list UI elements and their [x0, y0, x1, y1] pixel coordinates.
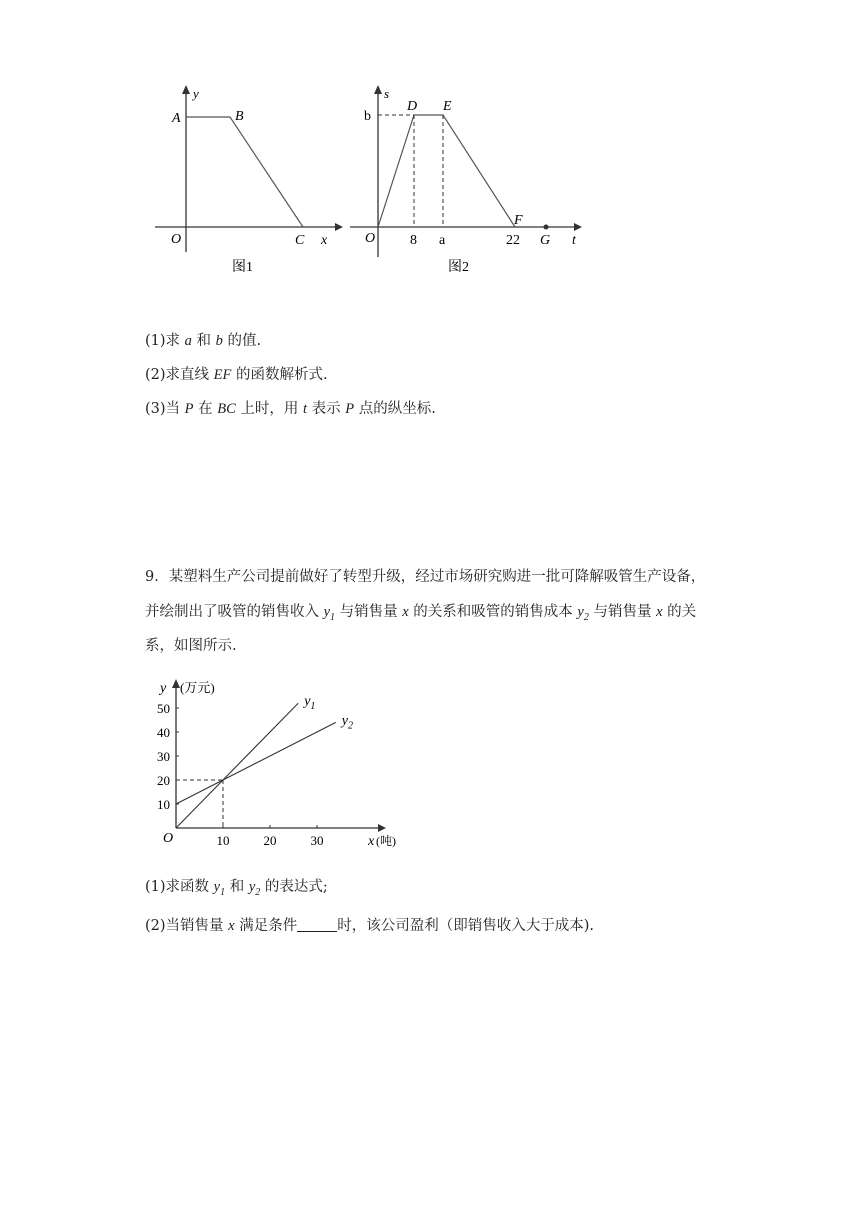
- figure-2: [350, 80, 590, 280]
- fig2-graph-line: [378, 115, 515, 227]
- q9-line2-post: 的关: [662, 604, 697, 620]
- q9-var-y1-sub: 1: [330, 611, 336, 623]
- fig1-point-c: C: [295, 233, 305, 248]
- q9-var-y2-sub: 2: [583, 611, 589, 623]
- fig1-x-arrow: [335, 223, 343, 231]
- q9-var-x2: x: [656, 604, 663, 620]
- chart-y-label-unit: (万元): [180, 680, 215, 695]
- fig1-point-a: A: [172, 111, 181, 126]
- chart-origin: O: [163, 831, 174, 846]
- chart-series-label-y1: $y_1$: [304, 694, 316, 713]
- q9-line2-pre: 并绘制出了吸管的销售收入: [145, 604, 324, 620]
- q8-part3-pre: (3)当: [145, 401, 185, 417]
- chart-x-arrow: [378, 824, 386, 832]
- fig1-x-label: x: [321, 233, 328, 248]
- fig2-x-label: t: [572, 233, 576, 248]
- fig2-tick-8: 8: [410, 233, 417, 248]
- q9-line2-mid1: 与销售量: [335, 604, 403, 620]
- q9-line3-text: 系，如图所示.: [145, 638, 237, 654]
- q8-var-p2: P: [345, 401, 355, 417]
- fig1-graph-line: [186, 117, 303, 227]
- q9-part2-x: x: [228, 918, 235, 934]
- fig1-point-b: B: [235, 109, 244, 124]
- q8-var-p1: P: [184, 401, 194, 417]
- q8-part2-pre: (2)求直线: [145, 367, 214, 383]
- answer-blank[interactable]: [297, 917, 337, 932]
- fig1-y-arrow: [182, 85, 190, 94]
- q9-part2: [145, 916, 594, 936]
- q8-part1-post: 的值.: [222, 333, 262, 349]
- q8-part3-post: 点的纵坐标.: [354, 401, 436, 417]
- q9-line2-mid3: 与销售量: [588, 604, 657, 620]
- chart-series-y1: [176, 703, 298, 828]
- q8-part3-mid1: 在: [193, 401, 218, 417]
- q9-part1: [145, 877, 328, 903]
- q8-part3: [145, 399, 436, 419]
- chart-y-tick-label: 30: [157, 749, 170, 764]
- q9-var-x1: x: [402, 604, 409, 620]
- fig2-origin: O: [365, 231, 376, 246]
- fig2-x-arrow: [574, 223, 582, 231]
- fig2-point-d: D: [407, 99, 418, 114]
- q8-part3-mid3: 表示: [307, 401, 346, 417]
- fig1-origin: O: [171, 232, 182, 247]
- q9-line2: [145, 602, 696, 628]
- q9-part2-pre: (2)当销售量: [145, 918, 229, 934]
- fig2-tick-22: 22: [506, 233, 520, 248]
- chart-x-tick-label: 20: [263, 833, 277, 848]
- chart-y-tick-label: 20: [157, 773, 170, 788]
- q8-part2-post: 的函数解析式.: [231, 367, 328, 383]
- q8-part3-mid2: 上时，用: [235, 401, 303, 417]
- q8-var-b: b: [215, 333, 223, 349]
- q9-line1: [145, 567, 705, 587]
- chart-series-label-y2: $y_2$: [341, 713, 354, 732]
- fig2-point-e: E: [443, 99, 452, 114]
- q8-var-t: t: [302, 401, 308, 417]
- fig2-tick-b: b: [364, 109, 371, 124]
- q9-part1-y2: y: [248, 879, 256, 895]
- q9-part2-post: 时，该公司盈利（即销售收入大于成本).: [337, 918, 594, 934]
- chart-x-tick-label: 30: [310, 833, 324, 848]
- chart-series-y2: [176, 722, 336, 804]
- chart-x-label-unit: (吨): [376, 834, 396, 848]
- chart-y-tick-label: 10: [157, 797, 170, 812]
- fig2-point-g-dot: [544, 225, 549, 230]
- chart-y-tick-label: 40: [157, 725, 170, 740]
- fig2-tick-a: a: [439, 233, 446, 248]
- q9-var-y2: y: [577, 604, 584, 620]
- q8-var-ef: EF: [213, 367, 232, 383]
- q9-line3: [145, 636, 237, 656]
- q8-var-a: a: [184, 333, 192, 349]
- q8-part2: [145, 365, 328, 385]
- q9-part2-mid: 满足条件: [234, 918, 298, 934]
- q9-part1-mid: 和: [225, 879, 249, 895]
- q9-line2-mid2: 的关系和吸管的销售成本: [408, 604, 578, 620]
- q8-var-bc: BC: [217, 401, 236, 417]
- chart-y-tick-label: 50: [157, 701, 170, 716]
- chart-y-arrow: [172, 679, 180, 688]
- q9-part1-post: 的表达式;: [260, 879, 328, 895]
- fig1-y-label: y: [193, 86, 199, 101]
- fig2-y-arrow: [374, 85, 382, 94]
- q9-line1-text: 9．某塑料生产公司提前做好了转型升级，经过市场研究购进一批可降解吸管生产设备，: [145, 569, 706, 585]
- q9-part1-pre: (1)求函数: [145, 879, 214, 895]
- fig2-point-g: G: [540, 233, 551, 248]
- fig2-point-f: F: [514, 213, 523, 228]
- q9-chart: [150, 672, 410, 857]
- q8-part1-pre: (1)求: [145, 333, 185, 349]
- q9-var-y1: y: [323, 604, 331, 620]
- q9-part1-y1-sub: 1: [220, 886, 226, 898]
- q8-part1-mid: 和: [191, 333, 216, 349]
- chart-y-label-var: y: [160, 681, 167, 696]
- q9-part1-y2-sub: 2: [255, 886, 261, 898]
- q8-part1: [145, 331, 261, 351]
- chart-x-label-var: x: [368, 834, 375, 849]
- fig1-caption: 图1: [232, 260, 253, 275]
- fig2-caption: 图2: [448, 260, 469, 275]
- q9-part1-y1: y: [213, 879, 221, 895]
- fig2-y-label: s: [384, 86, 390, 101]
- chart-x-tick-label: 10: [216, 833, 230, 848]
- figure-1: [145, 80, 345, 280]
